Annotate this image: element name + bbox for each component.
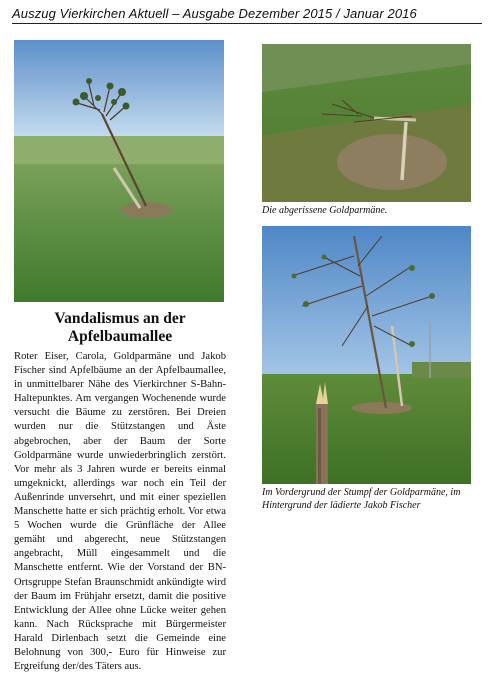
page-header: Auszug Vierkirchen Aktuell – Ausgabe Dezember 2015 / Januar 2016 [12,6,482,24]
headline-line-1: Vandalismus an der [54,310,186,327]
article-body: Roter Eiser, Carola, Goldparmäne und Jakob Fischer sind Apfelbäume an der Apfelbaumallee, in unmittelbarer Nähe des Vierkirchner S-Bahn-Haltepunktes. Am vergangen Wochenende wurde versucht die Bäume zu zerstören. Bei Dreien wurden nur die Stützstangen und Äste abgebrochen, aber der Baum der Sorte Goldparmäne wurde unwiederbringlich zerstört. Vor mehr als 3 Jahren wurde er bereits einmal umgeknickt, allerdings war noch ein Teil der Außenrinde unversehrt, und mit einer speziellen Manschette hatte er sich prächtig erholt. Vor etwa 5 Wochen wurde die Grünfläche der Allee gemäht und abgerecht, neue Stützstangen angebracht, Müll eingesammelt und die Manschette entfernt. Wie der Vorstand der BN-Ortsgruppe Stefan Braunschmidt ankündigte wird der Baum im Frühjahr ersetzt, damit die positive Entwicklung der Allee ohne Lücke weiter gehen kann. Nach Rücksprache mit Bürgermeister Harald Dirlenbach setzt die Gemeinde eine Belohnung von 300,- Euro für Hinweise zur Ergreifung der/des Täters aus. [14,351,226,673]
photo-broken-goldparmaene [262,44,471,202]
article-headline [14,310,226,346]
caption-bottom-right: Im Vordergrund der Stumpf der Goldparmäne, im Hintergrund der lädierte Jakob Fischer [262,487,461,511]
photo-leaning-apple-tree [14,40,224,302]
headline-line-2: Apfelbaumallee [67,328,173,345]
photo-stump-and-damaged-tree [262,226,471,484]
caption-top-right: Die abgerissene Goldparmäne. [262,205,388,216]
